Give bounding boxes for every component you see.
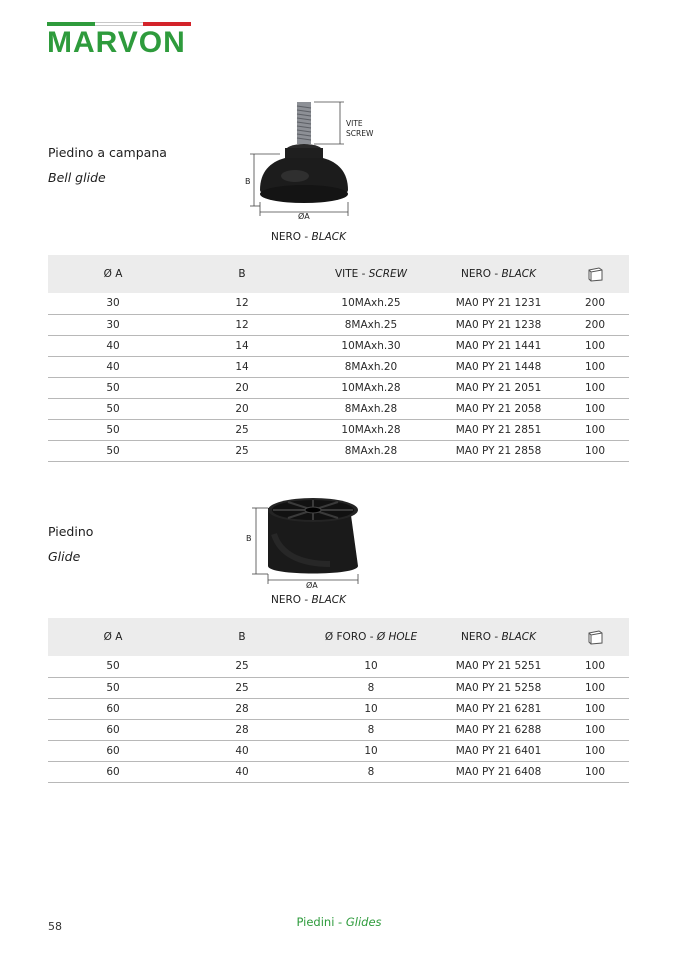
cell-code: MA0 PY 21 6288 bbox=[436, 719, 561, 740]
bell-glide-table-body bbox=[48, 293, 629, 461]
section-title-bell-glide bbox=[48, 145, 167, 185]
cell-code: MA0 PY 21 6408 bbox=[436, 761, 561, 782]
cell-code: MA0 PY 21 1441 bbox=[436, 335, 561, 356]
table-header-row bbox=[48, 255, 629, 293]
glide-color-caption bbox=[271, 594, 346, 606]
cell-package-qty: 100 bbox=[561, 740, 629, 761]
table-row bbox=[48, 293, 629, 314]
header-b: B bbox=[238, 631, 246, 643]
section-title-en: Bell glide bbox=[48, 170, 106, 185]
cell-b: 25 bbox=[178, 656, 306, 677]
cell-diameter-a: 50 bbox=[48, 656, 178, 677]
cell-spec: 10 bbox=[306, 698, 436, 719]
cell-diameter-a: 50 bbox=[48, 677, 178, 698]
table-row bbox=[48, 377, 629, 398]
bell-glide-drawing bbox=[240, 98, 380, 220]
cell-b: 14 bbox=[178, 335, 306, 356]
table-row bbox=[48, 740, 629, 761]
cell-b: 20 bbox=[178, 398, 306, 419]
cell-b: 25 bbox=[178, 440, 306, 461]
cell-package-qty: 100 bbox=[561, 698, 629, 719]
cell-diameter-a: 50 bbox=[48, 419, 178, 440]
cell-code: MA0 PY 21 2058 bbox=[436, 398, 561, 419]
section-title-it: Piedino bbox=[48, 524, 94, 539]
table-row bbox=[48, 335, 629, 356]
cell-package-qty: 100 bbox=[561, 356, 629, 377]
bell-glide-table bbox=[48, 255, 629, 462]
dim-a-label: ØA bbox=[306, 581, 318, 588]
cell-b: 28 bbox=[178, 719, 306, 740]
cell-code: MA0 PY 21 1238 bbox=[436, 314, 561, 335]
cell-spec: 8 bbox=[306, 677, 436, 698]
glide-table-body bbox=[48, 656, 629, 782]
header-b: B bbox=[238, 268, 246, 280]
cell-diameter-a: 30 bbox=[48, 293, 178, 314]
cell-package-qty: 100 bbox=[561, 440, 629, 461]
section-title-glide bbox=[48, 524, 93, 564]
cell-code: MA0 PY 21 5251 bbox=[436, 656, 561, 677]
cell-code: MA0 PY 21 2858 bbox=[436, 440, 561, 461]
cell-spec: 10 bbox=[306, 656, 436, 677]
cell-spec: 10MAxh.25 bbox=[306, 293, 436, 314]
cell-b: 40 bbox=[178, 740, 306, 761]
cell-diameter-a: 30 bbox=[48, 314, 178, 335]
cell-package-qty: 100 bbox=[561, 419, 629, 440]
dim-screw-label-it: VITE bbox=[346, 119, 363, 128]
caption-en: BLACK bbox=[311, 231, 346, 243]
cell-code: MA0 PY 21 6401 bbox=[436, 740, 561, 761]
cell-diameter-a: 60 bbox=[48, 698, 178, 719]
box-icon bbox=[586, 628, 604, 646]
cell-b: 12 bbox=[178, 293, 306, 314]
header-hole: Ø FORO - Ø HOLE bbox=[324, 631, 418, 643]
cell-b: 25 bbox=[178, 419, 306, 440]
header-package bbox=[561, 255, 629, 293]
cell-diameter-a: 60 bbox=[48, 761, 178, 782]
table-row bbox=[48, 440, 629, 461]
cell-code: MA0 PY 21 5258 bbox=[436, 677, 561, 698]
table-row bbox=[48, 356, 629, 377]
dim-a-label: ØA bbox=[298, 212, 310, 220]
section-title-en: Glide bbox=[48, 549, 81, 564]
header-black: NERO - BLACK bbox=[461, 268, 536, 280]
header-diameter-a: Ø A bbox=[103, 268, 123, 280]
table-header-row bbox=[48, 618, 629, 656]
cell-diameter-a: 40 bbox=[48, 356, 178, 377]
brand-name: MARVON bbox=[47, 26, 186, 59]
cell-spec: 8 bbox=[306, 719, 436, 740]
table-row bbox=[48, 419, 629, 440]
dim-b-label: B bbox=[245, 177, 251, 186]
cell-spec: 8MAxh.20 bbox=[306, 356, 436, 377]
cell-spec: 10MAxh.30 bbox=[306, 335, 436, 356]
header-diameter-a: Ø A bbox=[103, 631, 123, 643]
cell-spec: 10 bbox=[306, 740, 436, 761]
cell-diameter-a: 60 bbox=[48, 719, 178, 740]
caption-it: NERO - bbox=[271, 231, 312, 243]
header-screw: VITE - SCREW bbox=[334, 268, 408, 280]
table-row bbox=[48, 719, 629, 740]
cell-b: 28 bbox=[178, 698, 306, 719]
box-icon bbox=[586, 265, 604, 283]
glide-drawing bbox=[240, 494, 370, 588]
cell-package-qty: 100 bbox=[561, 677, 629, 698]
cell-package-qty: 100 bbox=[561, 761, 629, 782]
cell-package-qty: 100 bbox=[561, 335, 629, 356]
cell-diameter-a: 60 bbox=[48, 740, 178, 761]
cell-diameter-a: 50 bbox=[48, 440, 178, 461]
table-row bbox=[48, 677, 629, 698]
marvon-logo bbox=[47, 22, 191, 58]
cell-package-qty: 100 bbox=[561, 719, 629, 740]
cell-code: MA0 PY 21 1448 bbox=[436, 356, 561, 377]
cell-b: 20 bbox=[178, 377, 306, 398]
footer-text-it: Piedini - bbox=[296, 915, 346, 929]
cell-package-qty: 200 bbox=[561, 293, 629, 314]
cell-b: 14 bbox=[178, 356, 306, 377]
header-black: NERO - BLACK bbox=[461, 631, 536, 643]
dim-screw-label-en: SCREW bbox=[346, 129, 374, 138]
cell-b: 25 bbox=[178, 677, 306, 698]
cell-package-qty: 100 bbox=[561, 377, 629, 398]
cell-code: MA0 PY 21 2051 bbox=[436, 377, 561, 398]
page-number: 58 bbox=[48, 920, 62, 933]
cell-b: 12 bbox=[178, 314, 306, 335]
bell-glide-color-caption bbox=[271, 231, 346, 243]
section-title-it: Piedino a campana bbox=[48, 145, 167, 160]
cell-package-qty: 100 bbox=[561, 398, 629, 419]
cell-spec: 8MAxh.25 bbox=[306, 314, 436, 335]
cell-diameter-a: 50 bbox=[48, 398, 178, 419]
table-row bbox=[48, 398, 629, 419]
caption-en: BLACK bbox=[311, 594, 346, 606]
table-row bbox=[48, 698, 629, 719]
cell-spec: 10MAxh.28 bbox=[306, 377, 436, 398]
cell-package-qty: 200 bbox=[561, 314, 629, 335]
table-row bbox=[48, 314, 629, 335]
cell-b: 40 bbox=[178, 761, 306, 782]
table-row bbox=[48, 761, 629, 782]
cell-package-qty: 100 bbox=[561, 656, 629, 677]
cell-spec: 8MAxh.28 bbox=[306, 398, 436, 419]
cell-diameter-a: 50 bbox=[48, 377, 178, 398]
glide-table bbox=[48, 618, 629, 783]
footer-text-en: Glides bbox=[345, 915, 382, 929]
caption-it: NERO - bbox=[271, 594, 312, 606]
table-row bbox=[48, 656, 629, 677]
cell-code: MA0 PY 21 1231 bbox=[436, 293, 561, 314]
footer-section-label bbox=[0, 915, 678, 929]
cell-spec: 10MAxh.28 bbox=[306, 419, 436, 440]
cell-code: MA0 PY 21 6281 bbox=[436, 698, 561, 719]
dim-b-label: B bbox=[246, 534, 252, 543]
header-package bbox=[561, 618, 629, 656]
cell-spec: 8MAxh.28 bbox=[306, 440, 436, 461]
cell-diameter-a: 40 bbox=[48, 335, 178, 356]
cell-spec: 8 bbox=[306, 761, 436, 782]
cell-code: MA0 PY 21 2851 bbox=[436, 419, 561, 440]
